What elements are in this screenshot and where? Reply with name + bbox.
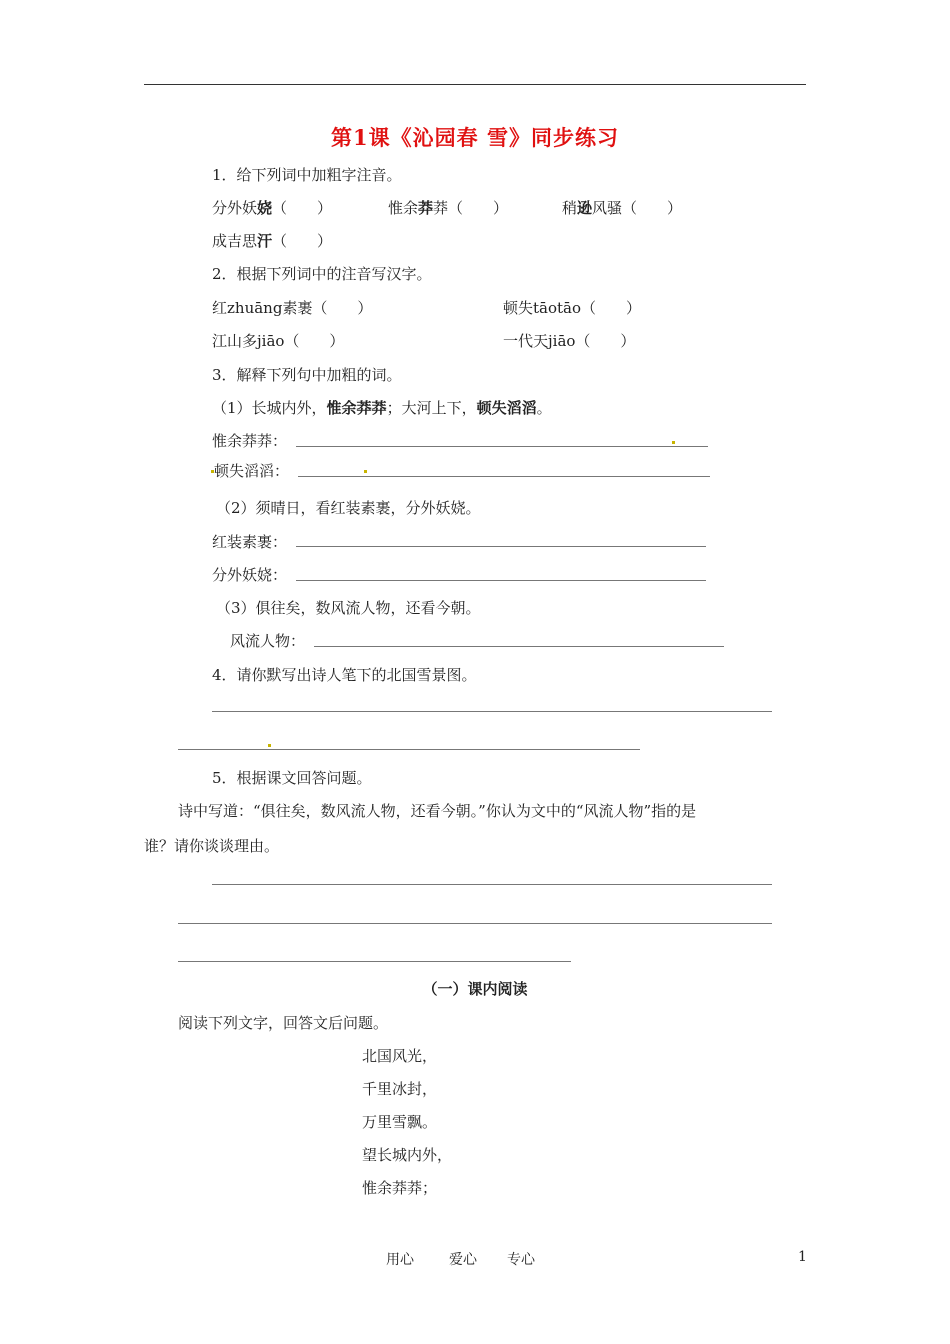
- answer-line[interactable]: [212, 884, 772, 885]
- footer-text-3: 专心: [507, 1252, 535, 1268]
- q1-item-2: [388, 197, 508, 218]
- answer-line[interactable]: [298, 476, 710, 477]
- q5-text-2: 谁？请你谈谈理由。: [144, 837, 280, 855]
- q1-item-3-bold: 逊: [577, 199, 593, 217]
- q1-item-3-post: 风骚: [592, 199, 623, 217]
- q3-label-1: 惟余莽莽：: [212, 432, 288, 450]
- q3-label-3: 红装素裹：: [212, 533, 288, 551]
- q3-s1-e: 。: [536, 399, 552, 417]
- q3-sentence-2: （2）须晴日，看红装素裹，分外妖娆。: [216, 499, 481, 517]
- page-number: 1: [798, 1249, 807, 1265]
- answer-line[interactable]: [178, 749, 640, 750]
- q1-item-3-text: 稍: [562, 199, 578, 217]
- q1-item-4-bold: 汗: [257, 232, 273, 250]
- q1-item-4: [212, 230, 332, 251]
- q1-item-2-post: 莽: [433, 199, 449, 217]
- answer-line[interactable]: [178, 923, 772, 924]
- mark-dot: [364, 470, 367, 473]
- q2-item-4: 一代天jiāo（ ）: [503, 332, 636, 350]
- answer-line[interactable]: [178, 961, 571, 962]
- q3-label-4: 分外妖娆：: [212, 566, 288, 584]
- header-rule: [144, 84, 806, 85]
- q3-prompt: 3．解释下列句中加粗的词。: [212, 366, 402, 384]
- poem-line: 北国风光，: [362, 1047, 438, 1065]
- answer-line[interactable]: [212, 711, 772, 712]
- poem-line: 千里冰封，: [362, 1080, 438, 1098]
- mark-dot: [211, 470, 214, 473]
- q3-s1-bold-1: 惟余莽莽: [326, 399, 387, 417]
- q1-item-1-bold: 娆: [257, 199, 273, 217]
- q3-s1-c: ；大河上下，: [386, 399, 477, 417]
- q1-item-1: [212, 197, 332, 218]
- q1-item-2-text: 惟余: [388, 199, 419, 217]
- footer-text-1: 用心: [386, 1252, 414, 1268]
- q1-item-2-bold: 莽: [418, 199, 434, 217]
- q3-label-5: 风流人物：: [230, 632, 306, 650]
- q4-prompt: 4．请你默写出诗人笔下的北国雪景图。: [212, 666, 477, 684]
- reading-instruction: 阅读下列文字，回答文后问题。: [178, 1014, 389, 1032]
- q2-item-2: 顿失tāotāo（ ）: [503, 299, 642, 317]
- reading-heading: （一）课内阅读: [422, 980, 528, 998]
- q1-item-1-text: 分外妖: [212, 199, 258, 217]
- q3-s1-a: （1）长城内外，: [212, 399, 327, 417]
- q3-s1-bold-2: 顿失滔滔: [476, 399, 537, 417]
- q1-item-1-paren: （ ）: [272, 199, 333, 217]
- page-title: 第1课《沁园春 雪》同步练习: [331, 125, 619, 150]
- footer-text-2: 爱心: [449, 1252, 477, 1268]
- q2-item-1: 红zhuāng素裹（ ）: [212, 299, 373, 317]
- q3-label-2: 顿失滔滔：: [214, 462, 290, 480]
- q2-prompt: 2．根据下列词中的注音写汉字。: [212, 265, 432, 283]
- answer-line[interactable]: [296, 446, 708, 447]
- mark-dot: [672, 441, 675, 444]
- q1-item-4-text: 成吉思: [212, 232, 258, 250]
- q5-text-1: 诗中写道：“俱往矣，数风流人物，还看今朝。”你认为文中的“风流人物”指的是: [178, 802, 697, 820]
- q3-sentence-1: [212, 397, 552, 418]
- mark-dot: [268, 744, 271, 747]
- q1-item-3-paren: （ ）: [622, 199, 683, 217]
- answer-line[interactable]: [314, 646, 724, 647]
- answer-line[interactable]: [296, 580, 706, 581]
- answer-line[interactable]: [296, 546, 706, 547]
- q1-prompt: 1．给下列词中加粗字注音。: [212, 166, 402, 184]
- poem-line: 万里雪飘。: [362, 1113, 438, 1131]
- q1-item-2-paren: （ ）: [448, 199, 509, 217]
- poem-line: 惟余莽莽；: [362, 1179, 438, 1197]
- poem-line: 望长城内外，: [362, 1146, 453, 1164]
- q1-item-3: [562, 197, 682, 218]
- q5-prompt: 5．根据课文回答问题。: [212, 769, 372, 787]
- q1-item-4-paren: （ ）: [272, 232, 333, 250]
- q3-sentence-3: （3）俱往矣，数风流人物，还看今朝。: [216, 599, 481, 617]
- q2-item-3: 江山多jiāo（ ）: [212, 332, 345, 350]
